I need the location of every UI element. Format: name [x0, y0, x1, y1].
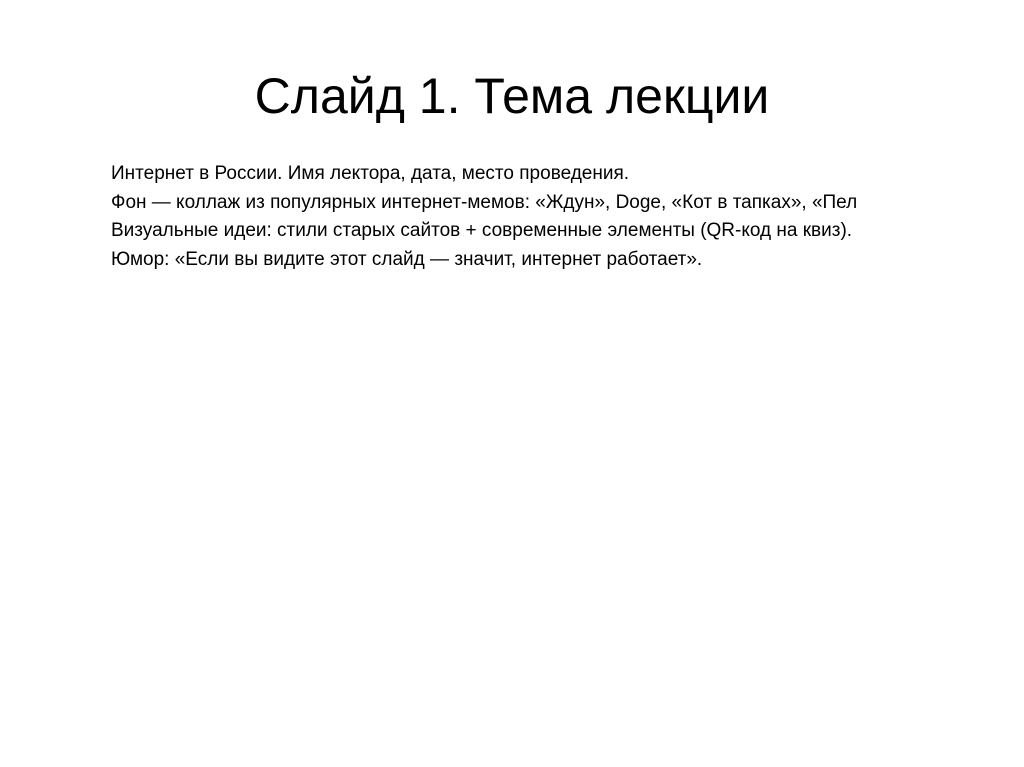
slide-title: Слайд 1. Тема лекции — [254, 68, 770, 124]
slide-body — [111, 160, 1024, 274]
body-line-background: Фон — коллаж из популярных интернет-мемов: «Ждун», Doge, «Кот в тапках», «Пел — [111, 191, 858, 213]
body-line-humor: Юмор: «Если вы видите этот слайд — значит, интернет работает». — [111, 248, 703, 270]
body-line-intro: Интернет в России. Имя лектора, дата, место проведения. — [111, 163, 630, 184]
body-line-visual-ideas: Визуальные идеи: стили старых сайтов + современные элементы (QR-код на квиз). — [111, 220, 853, 241]
